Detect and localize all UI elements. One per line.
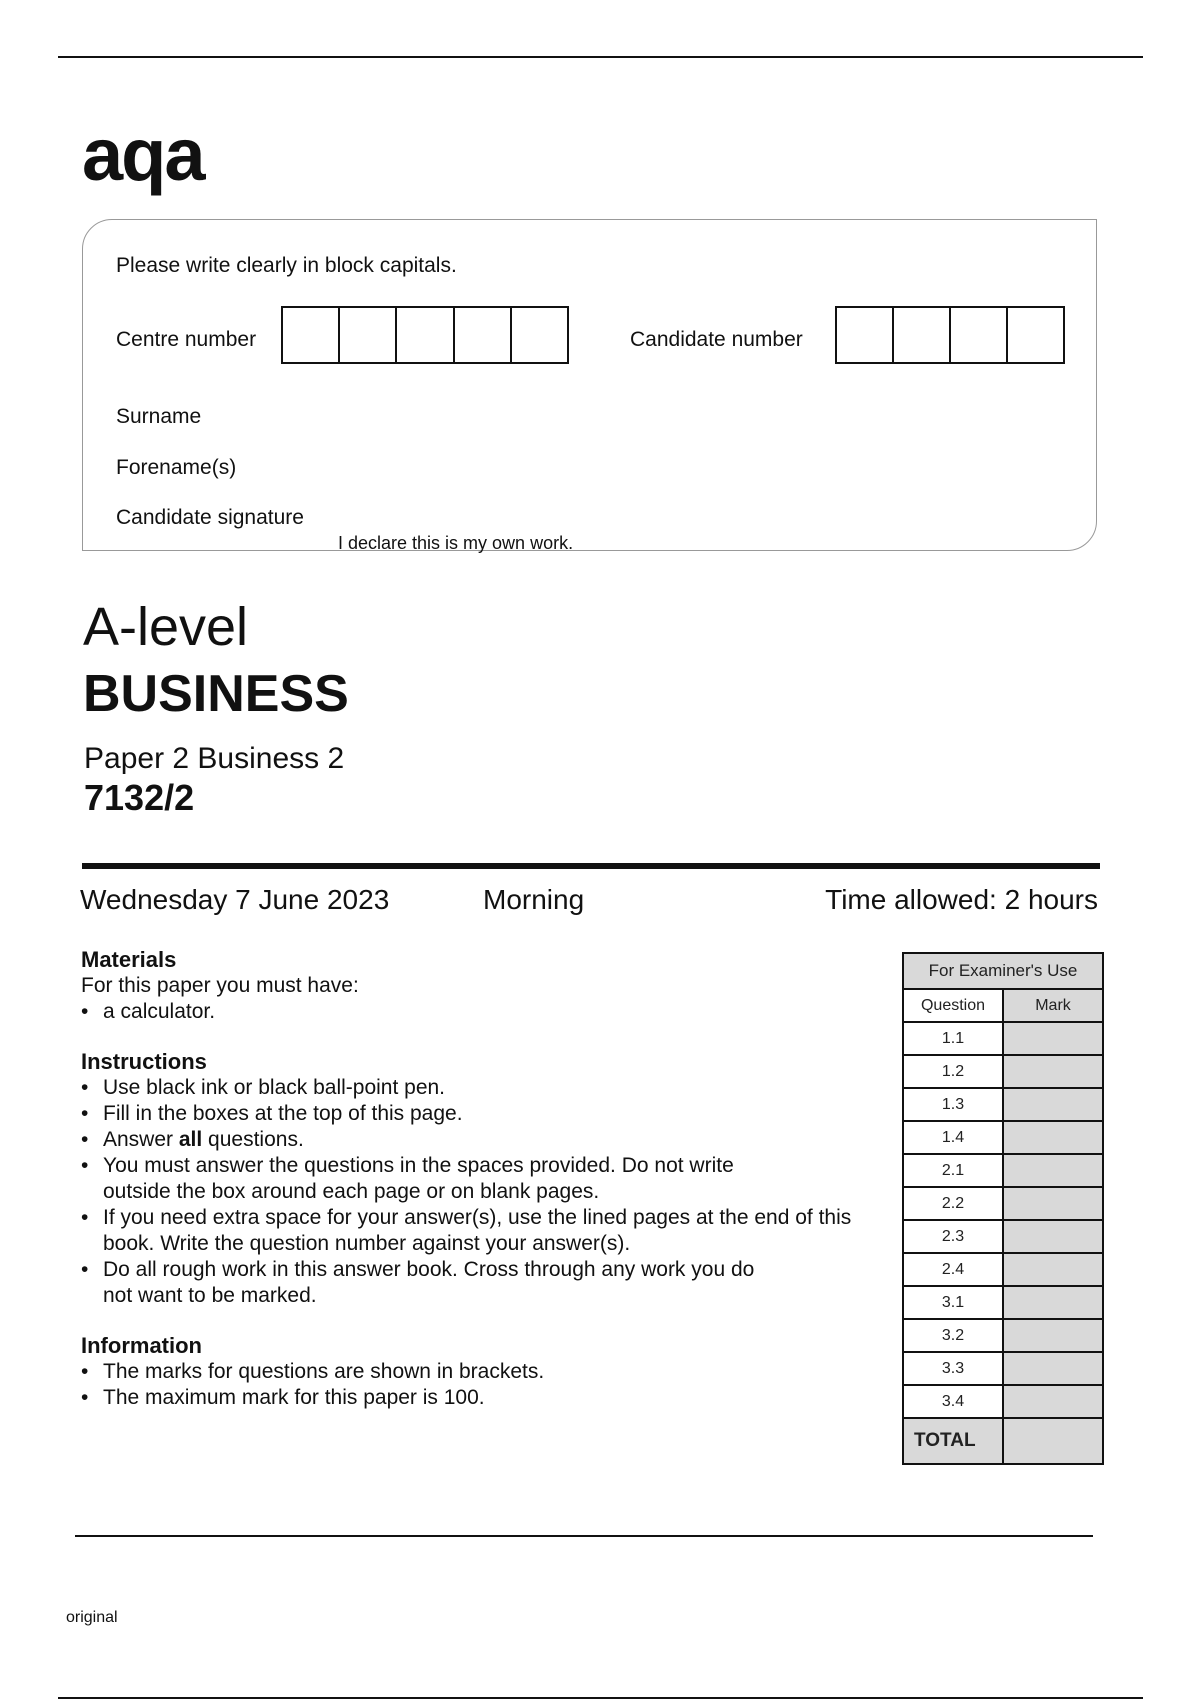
centre-number-boxes[interactable] bbox=[281, 306, 569, 364]
instruction-item: • You must answer the questions in the spaces provided. Do not write outside the box around each page or on blank pages. bbox=[81, 1153, 801, 1205]
question-number: 1.4 bbox=[903, 1121, 1003, 1154]
materials-heading: Materials bbox=[81, 947, 177, 972]
examiner-table-row bbox=[903, 1385, 1103, 1418]
information-heading: Information bbox=[81, 1333, 202, 1358]
instructions-heading: Instructions bbox=[81, 1049, 207, 1074]
instruction-item: • Do all rough work in this answer book. Cross through any work you do not want to be marked. bbox=[81, 1257, 781, 1309]
examiner-use-table bbox=[902, 952, 1104, 1465]
subject-title: BUSINESS bbox=[83, 665, 349, 723]
instruction-item: • Fill in the boxes at the top of this page. bbox=[81, 1101, 881, 1127]
examiner-table-row bbox=[903, 1319, 1103, 1352]
question-number: 1.3 bbox=[903, 1088, 1003, 1121]
examiner-table-row bbox=[903, 1088, 1103, 1121]
candidate-number-boxes[interactable] bbox=[835, 306, 1065, 364]
bottom-rule bbox=[75, 1535, 1093, 1537]
footer-label: original bbox=[66, 1609, 118, 1626]
examiner-table-row bbox=[903, 1286, 1103, 1319]
question-number: 2.2 bbox=[903, 1187, 1003, 1220]
examiner-table-title: For Examiner's Use bbox=[903, 953, 1103, 989]
question-number: 3.1 bbox=[903, 1286, 1003, 1319]
materials-intro: For this paper you must have: bbox=[81, 974, 359, 997]
exam-session: Morning bbox=[483, 884, 585, 915]
total-label: TOTAL bbox=[903, 1418, 1003, 1464]
mark-cell bbox=[1003, 1187, 1103, 1220]
information-item: • The maximum mark for this paper is 100. bbox=[81, 1385, 881, 1411]
centre-number-label: Centre number bbox=[116, 328, 257, 351]
exam-date: Wednesday 7 June 2023 bbox=[80, 884, 390, 915]
surname-label: Surname bbox=[116, 405, 202, 428]
paper-title: Paper 2 Business 2 bbox=[84, 742, 345, 775]
mark-cell bbox=[1003, 1253, 1103, 1286]
examiner-table-row bbox=[903, 1154, 1103, 1187]
examiner-table-row bbox=[903, 1253, 1103, 1286]
question-number: 1.2 bbox=[903, 1055, 1003, 1088]
mark-cell bbox=[1003, 1220, 1103, 1253]
page-bottom-rule bbox=[58, 1697, 1143, 1699]
mark-cell bbox=[1003, 1121, 1103, 1154]
examiner-table-row bbox=[903, 1121, 1103, 1154]
information-item: • The marks for questions are shown in brackets. bbox=[81, 1359, 881, 1385]
paper-code: 7132/2 bbox=[84, 777, 195, 818]
examiner-table-row bbox=[903, 1352, 1103, 1385]
thick-rule bbox=[82, 863, 1100, 869]
examiner-table-row bbox=[903, 1187, 1103, 1220]
materials-item: • a calculator. bbox=[81, 999, 881, 1025]
total-mark-cell bbox=[1003, 1418, 1103, 1464]
question-number: 3.3 bbox=[903, 1352, 1003, 1385]
mark-cell bbox=[1003, 1385, 1103, 1418]
instruction-item: • Answer all questions. bbox=[81, 1127, 881, 1153]
examiner-table-row bbox=[903, 1055, 1103, 1088]
front-page-info bbox=[81, 947, 881, 1411]
mark-cell bbox=[1003, 1088, 1103, 1121]
mark-cell bbox=[1003, 1286, 1103, 1319]
candidate-number-label: Candidate number bbox=[630, 328, 803, 351]
question-number: 1.1 bbox=[903, 1022, 1003, 1055]
examiner-table-row bbox=[903, 1220, 1103, 1253]
signature-label: Candidate signature bbox=[116, 506, 304, 529]
question-number: 3.2 bbox=[903, 1319, 1003, 1352]
mark-cell bbox=[1003, 1352, 1103, 1385]
qualification-level: A-level bbox=[83, 597, 249, 657]
examiner-table-row bbox=[903, 1022, 1103, 1055]
question-column-header: Question bbox=[903, 989, 1003, 1022]
time-allowed: Time allowed: 2 hours bbox=[825, 884, 1098, 915]
instruction-item: • If you need extra space for your answer(s), use the lined pages at the end of this book. Write the question number against your answer(s). bbox=[81, 1205, 871, 1257]
block-capitals-instruction: Please write clearly in block capitals. bbox=[116, 254, 457, 277]
mark-column-header: Mark bbox=[1003, 989, 1103, 1022]
mark-cell bbox=[1003, 1154, 1103, 1187]
aqa-logo: aqa bbox=[82, 113, 204, 196]
question-number: 3.4 bbox=[903, 1385, 1003, 1418]
mark-cell bbox=[1003, 1022, 1103, 1055]
instruction-item: • Use black ink or black ball-point pen. bbox=[81, 1075, 881, 1101]
mark-cell bbox=[1003, 1055, 1103, 1088]
forename-label: Forename(s) bbox=[116, 456, 237, 479]
declaration-text: I declare this is my own work. bbox=[338, 533, 574, 553]
question-number: 2.1 bbox=[903, 1154, 1003, 1187]
top-rule bbox=[58, 56, 1143, 58]
mark-cell bbox=[1003, 1319, 1103, 1352]
question-number: 2.4 bbox=[903, 1253, 1003, 1286]
question-number: 2.3 bbox=[903, 1220, 1003, 1253]
